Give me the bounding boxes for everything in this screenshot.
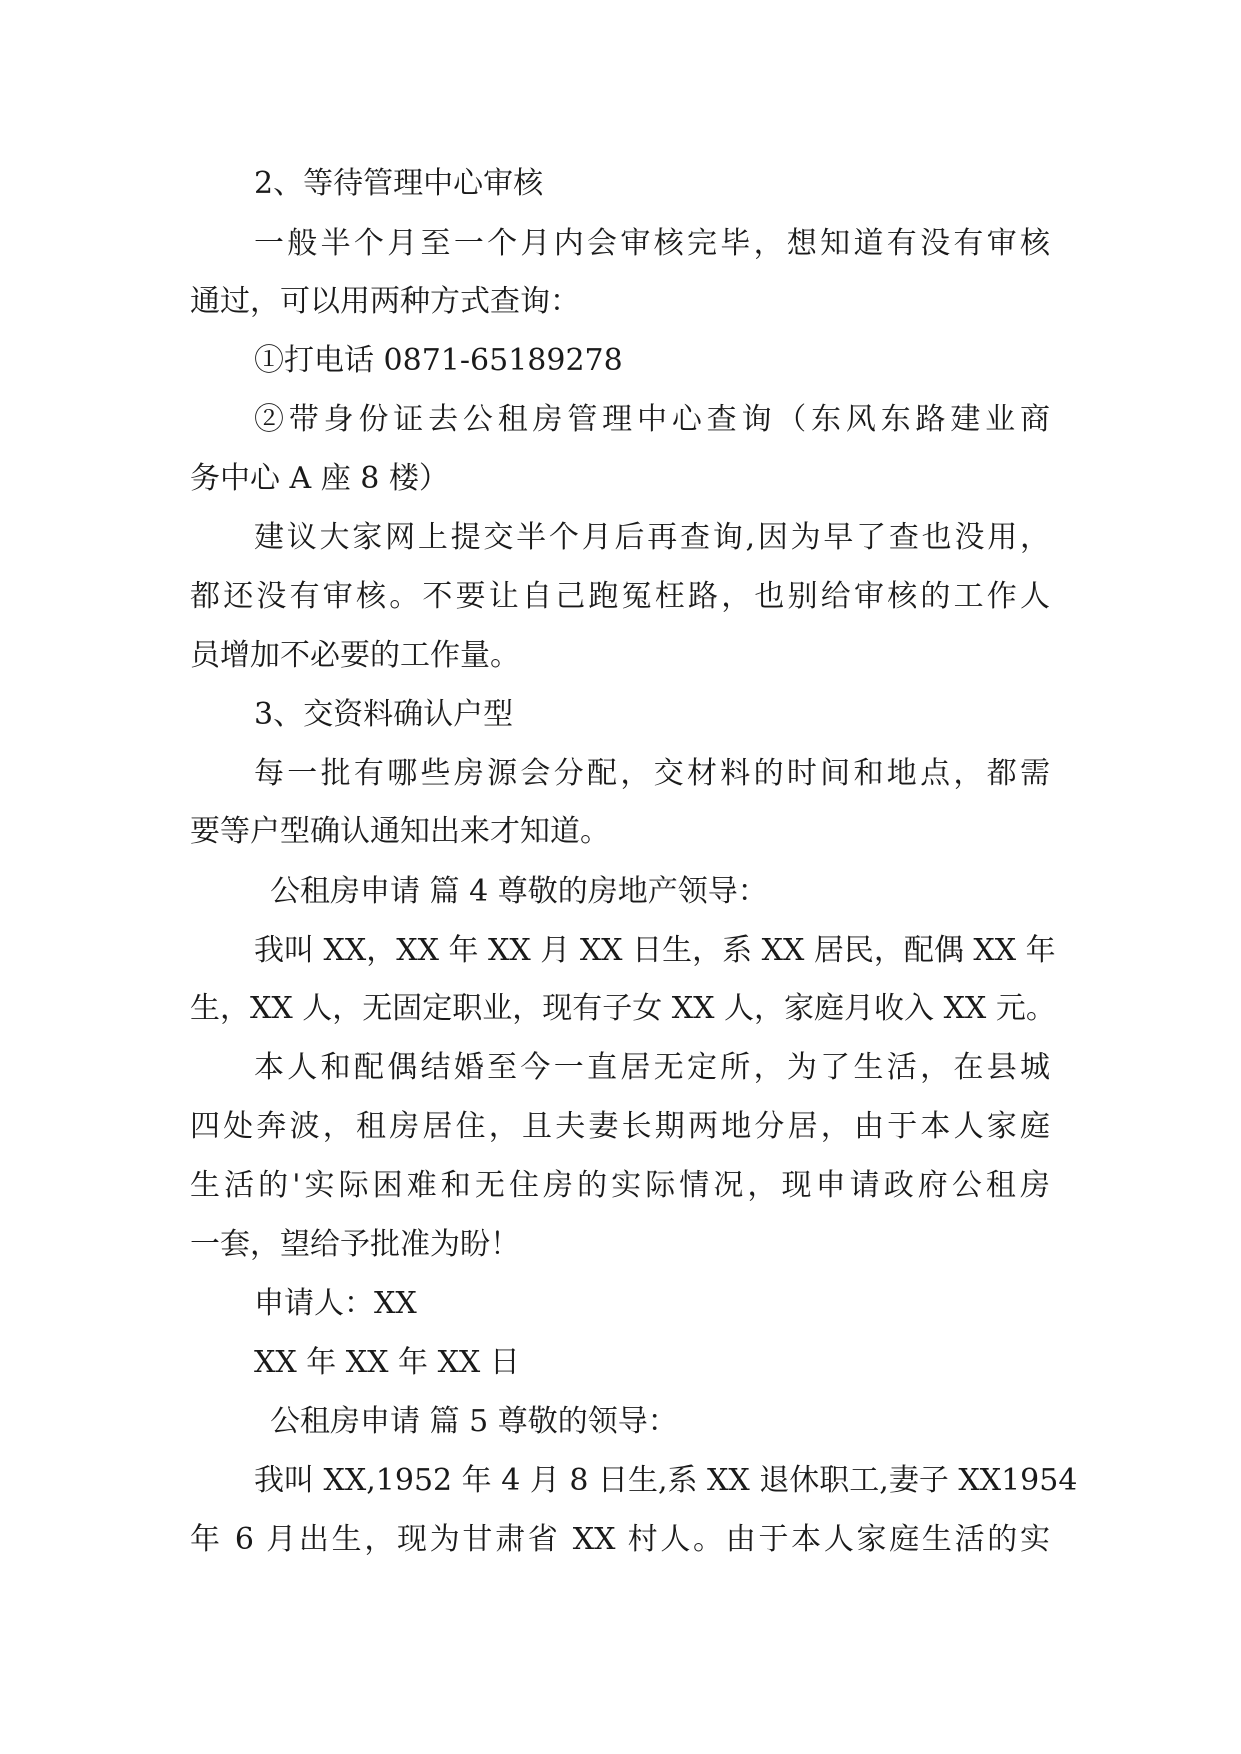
paragraph-line: 员增加不必要的工作量。 [190, 638, 520, 673]
section-heading-2: 2、等待管理中心审核 [254, 166, 544, 201]
paragraph-line: 务中心 A 座 8 楼） [190, 461, 449, 496]
list-item-phone: ①打电话 0871-65189278 [254, 343, 623, 378]
paragraph-line: 年 6 月出生，现为甘肃省 XX 村人。由于本人家庭生活的实 [190, 1522, 1050, 1557]
date-line: XX 年 XX 年 XX 日 [254, 1345, 520, 1380]
paragraph-line: 通过，可以用两种方式查询： [190, 284, 580, 319]
paragraph-line: 建议大家网上提交半个月后再查询,因为早了查也没用， [254, 520, 1050, 555]
article-heading-4: 公租房申请 篇 4 尊敬的房地产领导： [270, 874, 768, 909]
paragraph-line: 我叫 XX,1952 年 4 月 8 日生,系 XX 退休职工,妻子 XX1954 [254, 1463, 1078, 1498]
paragraph-line: 都还没有审核。不要让自己跑冤枉路，也别给审核的工作人 [190, 579, 1050, 614]
section-heading-3: 3、交资料确认户型 [254, 697, 514, 732]
paragraph-line: 一般半个月至一个月内会审核完毕，想知道有没有审核 [254, 226, 1050, 261]
paragraph-line: 生活的'实际困难和无住房的实际情况，现申请政府公租房 [190, 1168, 1050, 1203]
article-heading-5: 公租房申请 篇 5 尊敬的领导： [270, 1404, 678, 1439]
paragraph-line: 本人和配偶结婚至今一直居无定所，为了生活，在县城 [254, 1050, 1050, 1085]
paragraph-line: 我叫 XX，XX 年 XX 月 XX 日生，系 XX 居民，配偶 XX 年 [254, 933, 1056, 968]
paragraph-line: 生，XX 人，无固定职业，现有子女 XX 人，家庭月收入 XX 元。 [190, 991, 1056, 1026]
paragraph-line: 每一批有哪些房源会分配，交材料的时间和地点，都需 [254, 756, 1050, 791]
list-item-visit: ②带身份证去公租房管理中心查询（东风东路建业商 [254, 402, 1050, 437]
paragraph-line: 一套，望给予批准为盼！ [190, 1227, 520, 1262]
applicant-signature-line: 申请人：XX [254, 1286, 417, 1321]
paragraph-line: 四处奔波，租房居住，且夫妻长期两地分居，由于本人家庭 [190, 1109, 1050, 1144]
paragraph-line: 要等户型确认通知出来才知道。 [190, 814, 610, 849]
